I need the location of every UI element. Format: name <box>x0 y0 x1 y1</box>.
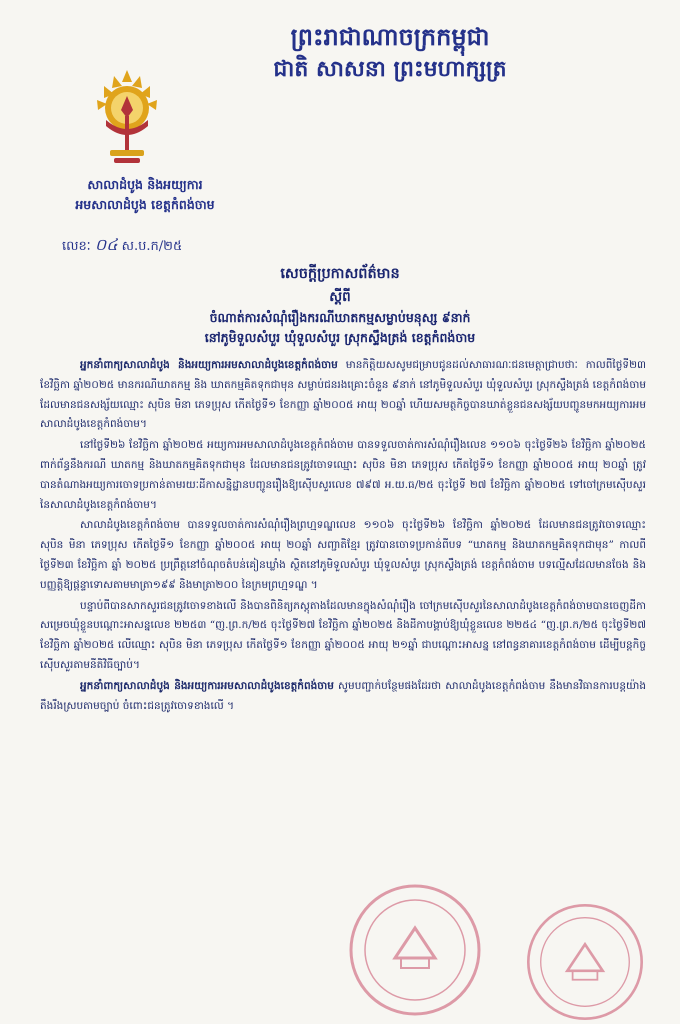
kingdom-title: ព្រះរាជាណាចក្រកម្ពុជា <box>290 22 490 51</box>
org-line-1: សាលាដំបូង និងអយ្យការ <box>87 177 203 192</box>
official-seal-right-icon <box>515 900 655 1024</box>
document-body <box>40 356 646 717</box>
paragraph-2 <box>40 436 646 515</box>
reference-number <box>62 234 182 258</box>
paragraph-text: មានកិត្តិយសសូមជម្រាបជូនដល់សាធារណៈជនមេត្តាជ្រាបថាៈ កាលពីថ្ងៃទី២៣ ខែវិច្ឆិកា ឆ្នាំ២០២៥ មានករណីឃាតកម្ម និង ឃាតកម្មគិតទុកជាមុន សម្លាប់ជនរងគ្រោះចំនួន ៩នាក់ នៅភូមិទួលសំបួរ ឃុំទួលសំបួរ ស្រុកស្ទឹងត្រង់ ខេត្តកំពង់ចាម ដែលមានជនសង្ស័យឈ្មោះ សុបិន មិនា ភេទប្រុស កើតថ្ងៃទី១ ខែកញ្ញា ឆ្នាំ២០០៥ អាយុ ២០ឆ្នាំ ហើយសមត្ថកិច្ចបានឃាត់ខ្លួនជនសង្ស័យបញ្ជូនមកអយ្យការអមសាលាដំបូងខេត្តកំពង់ចាម។ <box>40 359 647 431</box>
paragraph-3 <box>40 516 646 595</box>
issuing-organization <box>30 175 260 215</box>
document-subject-line-1: ចំណាត់ការសំណុំរឿងករណីឃាតកម្មសម្លាប់មនុស្ស ៩នាក់ <box>209 310 471 325</box>
paragraph-text: សាលាដំបូងខេត្តកំពង់ចាម បានទទួលចាត់ការសំណុំរឿងព្រហ្មទណ្ឌលេខ ១១០៦ ចុះថ្ងៃទី២៦ ខែវិច្ឆិកា ឆ្នាំ២០២៥ ដែលមានជនត្រូវចោទឈ្មោះ សុបិន មិនា ភេទប្រុស កើតថ្ងៃទី១ ខែកញ្ញា ឆ្នាំ២០០៥ អាយុ ២០ឆ្នាំ សញ្ជាតិខ្មែរ ត្រូវបានចោទប្រកាន់ពីបទ “ឃាតកម្ម និងឃាតកម្មគិតទុកជាមុន” កាលពីថ្ងៃទី២៣ ខែវិច្ឆិកា ឆ្នាំ ២០២៥ ប្រព្រឹត្តនៅចំណុចតំបន់គៀនឃ្លាំង ស្ថិតនៅភូមិទួលសំបួរ ឃុំទួលសំបួរ ស្រុកស្ទឹងត្រង់ ខេត្តកំពង់ចាម បទល្មើសដែលមានចែង និងបញ្ញត្តិឱ្យផ្តន្ទាទោសតាមមាត្រា១៩៩ និងមាត្រា២០០ នៃក្រមព្រហ្មទណ្ឌ ។ <box>40 519 646 591</box>
document-subject-line-2: នៅភូមិទួលសំបួរ ឃុំទួលសំបួរ ស្រុកស្ទឹងត្រង់ ខេត្តកំពង់ចាម <box>204 330 476 345</box>
document-title: សេចក្តីប្រកាសព័ត៌មាន <box>280 266 400 282</box>
paragraph-text: បន្ទាប់ពីបានសាកសួរជនត្រូវចោទខាងលើ និងបានពិនិត្យភស្តុតាងដែលមានក្នុងសំណុំរឿង ចៅក្រមស៊ើបសួរនៃសាលាដំបូងខេត្តកំពង់ចាមបានចេញដីកាសម្រេចឃុំខ្លួនបណ្តោះអាសន្នលេខ ២២៥៣ “ញ.ព្រ.ក/២៥ ចុះថ្ងៃទី២៧ ខែវិច្ឆិកា ឆ្នាំ២០២៥ និងដីកាបង្គាប់ឱ្យឃុំខ្លួនលេខ ២២៥៤ “ញ.ព្រ.ក/២៥ ចុះថ្ងៃទី២៧ ខែវិច្ឆិកា ឆ្នាំ២០២៥ លើឈ្មោះ សុបិន មិនា ភេទប្រុស កើតថ្ងៃទី១ ខែកញ្ញា ឆ្នាំ២០០៥ អាយុ ២១ឆ្នាំ ជាបណ្តោះអាសន្ន នៅពន្ធនាគារខេត្តកំពង់ចាម ដើម្បីបន្តកិច្ចស៊ើបសួរតាមនីតិវិធីច្បាប់។ <box>40 599 646 671</box>
official-seal-left-icon <box>345 880 485 1020</box>
spokesperson-lead: អ្នកនាំពាក្យសាលាដំបូង និងអយ្យការអមសាលាដំបូងខេត្តកំពង់ចាម <box>80 359 338 371</box>
paragraph-5 <box>40 677 646 717</box>
kingdom-header <box>180 20 600 84</box>
national-motto: ជាតិ សាសនា ព្រះមហាក្សត្រ <box>273 56 507 82</box>
paragraph-4 <box>40 597 646 676</box>
court-emblem-icon <box>92 68 162 173</box>
org-line-2: អមសាលាដំបូង ខេត្តកំពង់ចាម <box>75 197 215 212</box>
paragraph-1 <box>40 356 646 435</box>
reference-suffix: ស.ប.ក/២៥ <box>121 239 183 254</box>
document-subject-label: ស្តីពី <box>329 289 351 305</box>
paragraph-text: នៅថ្ងៃទី២៦ ខែវិច្ឆិកា ឆ្នាំ២០២៥ អយ្យការអមសាលាដំបូងខេត្តកំពង់ចាម បានទទួលចាត់ការសំណុំរឿងលេខ ១១០៦ ចុះថ្ងៃទី២៦ ខែវិច្ឆិកា ឆ្នាំ២០២៥ ពាក់ព័ន្ធនឹងករណី ឃាតកម្ម និងឃាតកម្មគិតទុកជាមុន ដែលមានជនត្រូវចោទឈ្មោះ សុបិន មិនា ភេទប្រុស កើតថ្ងៃទី១ ខែកញ្ញា ឆ្នាំ២០០៥ អាយុ ២០ឆ្នាំ ត្រូវបានតំណាងអយ្យការចោទប្រកាន់តាមរយៈដីកាសន្និដ្ឋានបញ្ជូនរឿងឱ្យស៊ើបសួរលេខ ៧៩៧ អ.យ.ធ/២៥ ចុះថ្ងៃទី ២៧ ខែវិច្ឆិកា ឆ្នាំ២០២៥ ទៅចៅក្រមស៊ើបសួរនៃសាលាដំបូងខេត្តកំពង់ចាម។ <box>40 439 646 511</box>
spokesperson-lead: អ្នកនាំពាក្យសាលាដំបូង និងអយ្យការអមសាលាដំបូងខេត្តកំពង់ចាម <box>80 679 334 692</box>
reference-prefix: លេខៈ <box>62 239 95 254</box>
title-block <box>40 262 640 348</box>
paragraph-text: សូមបញ្ជាក់បន្ថែមផងដែរថា សាលាដំបូងខេត្តកំពង់ចាម នឹងមានវិធានការបន្តយ៉ាងតឹងរឹងស្របតាមច្បាប់ ចំពោះជនត្រូវចោទខាងលើ ។ <box>40 679 646 712</box>
reference-number-handwritten: ០៤ <box>94 235 118 254</box>
